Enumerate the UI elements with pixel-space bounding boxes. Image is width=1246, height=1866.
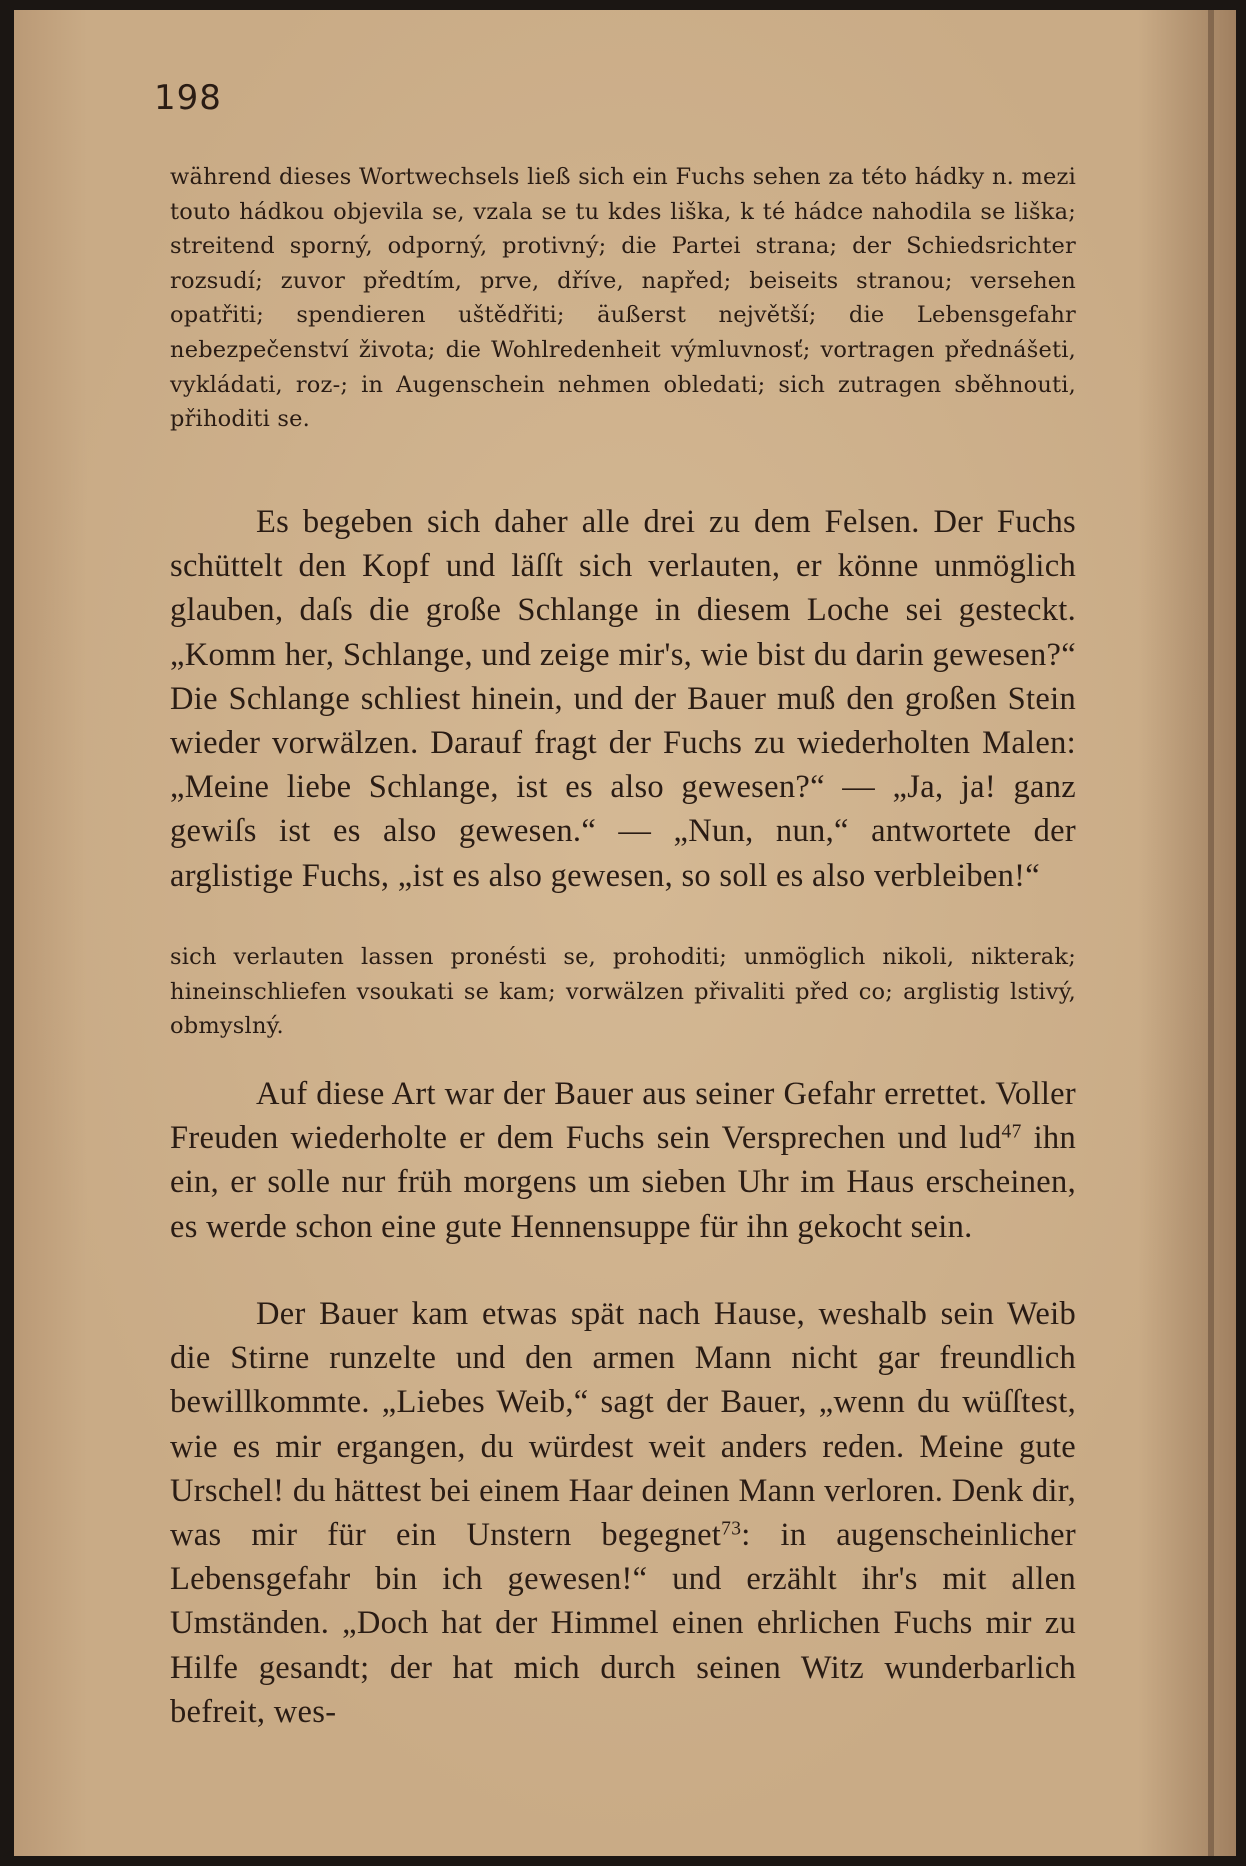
vocabulary-gloss-1 (170, 160, 1076, 437)
paragraph-2 (170, 1072, 1076, 1249)
page-spine-shadow (1208, 10, 1214, 1856)
footnote-ref-73: 73 (721, 1518, 742, 1540)
paragraph-3-part-b: : in augenscheinlicher Lebensgefahr bin ich gewesen!“ und erzählt ihr's mit allen Umständen. „Doch hat der Himmel einen ehrlichen Fuchs mir zu Hilfe gesandt; der hat mich durch seinen Witz wunderbarlich befreit, wes- (170, 1517, 1076, 1730)
book-page (14, 10, 1236, 1856)
paragraph-text (170, 1292, 1076, 1734)
gloss-text: während dieses Wortwechsels ließ sich ein Fuchs sehen za této hádky n. mezi touto hádkou objevila se, vzala se tu kdes liška, k té hádce nahodila se liška; streitend sporný, odporný, protivný; die Partei strana; der Schiedsrichter rozsudí; zuvor předtím, prve, dříve, napřed; beiseits stranou; versehen opatřiti; spendieren uštědřiti; äußerst největší; die Lebensgefahr nebezpečenství života; die Wohlredenheit výmluvnosť; vortragen přednášeti, vykládati, roz-; in Augenschein nehmen obledati; sich zutragen sběhnouti, přihoditi se. (170, 164, 1076, 433)
gloss-text: sich verlauten lassen pronésti se, prohoditi; unmöglich nikoli, nikterak; hineinschliefen vsoukati se kam; vorwälzen přivaliti před co; arglistig lstivý, obmyslný. (170, 944, 1076, 1040)
paragraph-1 (170, 500, 1076, 898)
paragraph-3 (170, 1292, 1076, 1734)
paragraph-3-part-a: Der Bauer kam etwas spät nach Hause, weshalb sein Weib die Stirne runzelte und den armen Mann nicht gar freundlich bewillkommte. „Liebes Weib,“ sagt der Bauer, „wenn du wüſſtest, wie es mir ergangen, du würdest weit anders reden. Meine gute Urschel! du hättest bei einem Haar deinen Mann verloren. Denk dir, was mir für ein Unstern begegnet (170, 1296, 1076, 1554)
paragraph-text (170, 1072, 1076, 1249)
paragraph-2-part-b: ihn ein, er solle nur früh morgens um sieben Uhr im Haus erscheinen, es werde schon eine gute Hennensuppe für ihn gekocht sein. (170, 1120, 1076, 1245)
page-number: 198 (154, 78, 222, 118)
vocabulary-gloss-2 (170, 940, 1076, 1044)
paragraph-2-part-a: Auf diese Art war der Bauer aus seiner Gefahr errettet. Voller Freuden wiederholte er dem Fuchs sein Versprechen und lud (170, 1076, 1076, 1157)
footnote-ref-47: 47 (1001, 1121, 1022, 1143)
paragraph-text: Es begeben sich daher alle drei zu dem Felsen. Der Fuchs schüttelt den Kopf und läſſt sich verlauten, er könne unmöglich glauben, daſs die große Schlange in diesem Loche sei gesteckt. „Komm her, Schlange, und zeige mir's, wie bist du darin gewesen?“ Die Schlange schliest hinein, und der Bauer muß den großen Stein wieder vorwälzen. Darauf fragt der Fuchs zu wiederholten Malen: „Meine liebe Schlange, ist es also gewesen?“ — „Ja, ja! ganz gewiſs ist es also gewesen.“ — „Nun, nun,“ antwortete der arglistige Fuchs, „ist es also gewesen, so soll es also verbleiben!“ (170, 504, 1076, 894)
